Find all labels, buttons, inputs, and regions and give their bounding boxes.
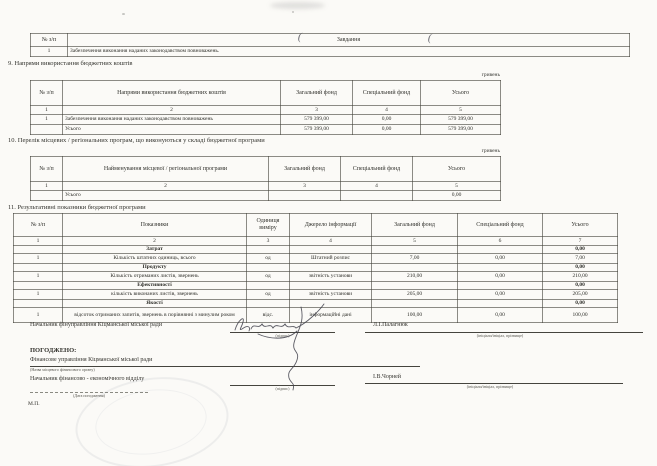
- cell: [247, 282, 290, 290]
- header-cell: Загальний фонд: [269, 157, 341, 182]
- header-cell: Спеціальний фонд: [353, 81, 421, 106]
- cell: [14, 246, 63, 254]
- table-header-row: [31, 34, 630, 47]
- header-cell: Загальний фонд: [372, 214, 458, 237]
- cell: 0,00: [353, 115, 421, 125]
- header-cell: Спеціальний фонд: [341, 157, 413, 182]
- signatory-title-2: Начальник фінансово - економічного відділу: [30, 376, 145, 382]
- cell: 0,00: [458, 254, 543, 264]
- section-10-title: 10. Перелік місцевих / регіональних програм, що виконуються у складі бюджетної програми: [8, 137, 265, 144]
- cell: [31, 125, 63, 135]
- cell: 210,00: [543, 272, 618, 282]
- cell: [372, 300, 458, 308]
- cell: 100,00: [543, 308, 618, 323]
- cell: 0,00: [353, 125, 421, 135]
- cell: 7: [543, 237, 618, 246]
- cell: 0,00: [543, 282, 618, 290]
- header-cell: Найменування місцевої / регіональної програми: [63, 157, 269, 182]
- cell: 3: [281, 106, 353, 115]
- signature-caption: (підпис): [275, 386, 290, 391]
- cell: 6: [458, 237, 543, 246]
- cell: [458, 264, 543, 272]
- cell: 5: [421, 106, 501, 115]
- cell: 0,00: [543, 300, 618, 308]
- column-numbers-row: [31, 182, 501, 191]
- cell: 4: [341, 182, 413, 191]
- section-10-table: [30, 156, 501, 201]
- cell: 1: [14, 272, 63, 282]
- cell: Усього: [63, 191, 269, 201]
- column-numbers-row: [14, 237, 618, 246]
- cell: кількість виконаних листів, звернень: [63, 290, 247, 300]
- name-caption: (ініціали/ініціал, прізвище): [466, 384, 514, 389]
- table-header-row: [31, 157, 501, 182]
- cell: [372, 246, 458, 254]
- currency-label: гривень: [481, 148, 500, 154]
- cell: 1: [14, 254, 63, 264]
- cell: 1: [14, 237, 63, 246]
- cell: Забезпечення виконання наданих законодавством повноважень.: [68, 47, 630, 57]
- financial-org-name: Фінансове управління Кіцманської міської ради: [30, 357, 420, 367]
- section-11-table: [13, 213, 618, 323]
- cell: звітність установи: [290, 272, 372, 282]
- signatory-name-2: І.В.Чорней: [365, 374, 623, 384]
- cell: 3: [269, 182, 341, 191]
- cell: 205,00: [543, 290, 618, 300]
- signatory-name-1: Л.І.Палагнюк: [365, 322, 643, 333]
- cell: 579 399,00: [421, 125, 501, 135]
- header-cell: Одиниця виміру: [247, 214, 290, 237]
- cell: [290, 282, 372, 290]
- cell: 1: [31, 182, 63, 191]
- cell: 579 399,00: [281, 125, 353, 135]
- cell: 5: [413, 182, 501, 191]
- cell: 579 399,00: [421, 115, 501, 125]
- cell: 1: [14, 290, 63, 300]
- cell: од: [247, 290, 290, 300]
- cell: [458, 300, 543, 308]
- header-cell: Усього: [421, 81, 501, 106]
- cell: 1: [14, 308, 63, 323]
- cell: Затрат: [63, 246, 247, 254]
- table-row: [14, 272, 618, 282]
- cell: [458, 282, 543, 290]
- cell: Усього: [63, 125, 281, 135]
- cell: 0,00: [543, 264, 618, 272]
- cell: Ефективності: [63, 282, 247, 290]
- table-header-row: [31, 81, 501, 106]
- header-cell: № з/п: [14, 214, 63, 237]
- group-row: [14, 300, 618, 308]
- total-row: [31, 191, 501, 201]
- currency-label: гривень: [481, 72, 500, 78]
- stamp-place-label: М.П.: [28, 401, 40, 407]
- signature-line-1: [230, 322, 335, 333]
- cell: [290, 246, 372, 254]
- cell: 205,00: [372, 290, 458, 300]
- cell: інформаційні дані: [290, 308, 372, 323]
- section-11-title: 11. Результативні показники бюджетної програми: [8, 204, 146, 211]
- cell: відсоток отриманих запитів, звернень в порівнянні з минулим роком: [63, 308, 247, 323]
- section-9-title: 9. Напрями використання бюджетних коштів: [8, 60, 133, 67]
- cell: [247, 246, 290, 254]
- header-cell: Завдання: [68, 34, 630, 47]
- header-cell: Загальний фонд: [281, 81, 353, 106]
- table-row: [14, 308, 618, 323]
- cell: Кількість отриманих листів, звернень: [63, 272, 247, 282]
- signatory-title-1: Начальник фінуправління Кіцманської міської ради: [30, 322, 163, 328]
- financial-org-caption: (Назва місцевого фінансового органу): [30, 367, 95, 372]
- cell: відс.: [247, 308, 290, 323]
- scan-speck: [292, 11, 294, 13]
- cell: 7,00: [543, 254, 618, 264]
- cell: Кількість штатних одиниць, всього: [63, 254, 247, 264]
- agreed-label: ПОГОДЖЕНО:: [30, 347, 77, 354]
- cell: 1: [31, 106, 63, 115]
- cell: 4: [353, 106, 421, 115]
- table-header-row: [14, 214, 618, 237]
- cell: 0,00: [458, 290, 543, 300]
- cell: 579 399,00: [281, 115, 353, 125]
- header-cell: № з/п: [31, 157, 63, 182]
- handwritten-paren-left: (: [297, 30, 303, 44]
- cell: 2: [63, 106, 281, 115]
- handwritten-paren-right: (: [427, 31, 433, 45]
- cell: Продукту: [63, 264, 247, 272]
- signature-caption: (підпис): [275, 333, 290, 338]
- cell: Штатний розпис: [290, 254, 372, 264]
- header-cell: Усього: [413, 157, 501, 182]
- cell: [372, 282, 458, 290]
- header-cell: Показники: [63, 214, 247, 237]
- signature-line-2: [230, 376, 335, 386]
- section-9-table: [30, 80, 501, 135]
- cell: 7,00: [372, 254, 458, 264]
- cell: звітність установи: [290, 290, 372, 300]
- cell: 0,00: [543, 246, 618, 254]
- header-cell: № з/п: [31, 34, 68, 47]
- column-numbers-row: [31, 106, 501, 115]
- cell: 3: [247, 237, 290, 246]
- cell: [290, 264, 372, 272]
- cell: 0,00: [413, 191, 501, 201]
- header-cell: № з/п: [31, 81, 63, 106]
- scan-smudge: [270, 2, 325, 9]
- table-row: [14, 254, 618, 264]
- cell: 4: [290, 237, 372, 246]
- header-cell: Спеціальний фонд: [458, 214, 543, 237]
- cell: 100,00: [372, 308, 458, 323]
- cell: Якості: [63, 300, 247, 308]
- cell: 1: [31, 47, 68, 57]
- scan-speck: [122, 13, 125, 15]
- cell: [31, 191, 63, 201]
- cell: [458, 246, 543, 254]
- cell: од: [247, 272, 290, 282]
- cell: 0,00: [458, 272, 543, 282]
- cell: [247, 264, 290, 272]
- cell: 2: [63, 237, 247, 246]
- cell: [269, 191, 341, 201]
- cell: 5: [372, 237, 458, 246]
- name-caption: (ініціали/ініціал, прізвище): [476, 333, 524, 338]
- cell: [14, 264, 63, 272]
- cell: [14, 282, 63, 290]
- group-row: [14, 264, 618, 272]
- total-row: [31, 125, 501, 135]
- cell: [290, 300, 372, 308]
- tasks-table: [30, 30, 630, 57]
- group-row: [14, 246, 618, 254]
- cell: [372, 264, 458, 272]
- cell: 2: [63, 182, 269, 191]
- group-row: [14, 282, 618, 290]
- cell: Забезпечення виконання наданих законодавством повноважень: [63, 115, 281, 125]
- cell: [247, 300, 290, 308]
- cell: 210,00: [372, 272, 458, 282]
- cell: од: [247, 254, 290, 264]
- approval-date-caption: (Дата погодження): [73, 393, 105, 398]
- table-row: [14, 290, 618, 300]
- cell: [14, 300, 63, 308]
- table-row: [31, 47, 630, 57]
- table-row: [31, 115, 501, 125]
- cell: [341, 191, 413, 201]
- cell: 1: [31, 115, 63, 125]
- cell: 0,00: [458, 308, 543, 323]
- header-cell: Джерело інформації: [290, 214, 372, 237]
- header-cell: Напрями використання бюджетних коштів: [63, 81, 281, 106]
- header-cell: Усього: [543, 214, 618, 237]
